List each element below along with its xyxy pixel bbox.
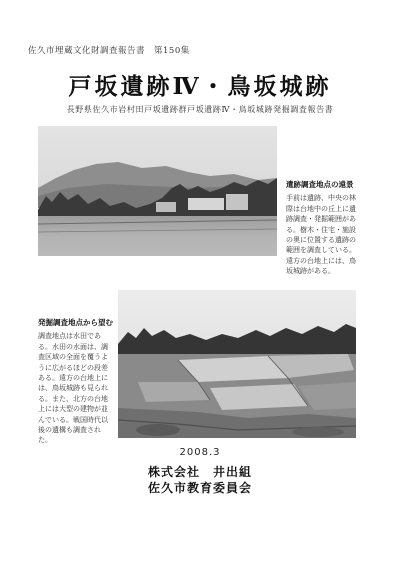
excavation-site-photo <box>118 290 356 438</box>
site-distant-view-photo <box>38 126 277 256</box>
distant-view-caption-title: 遺跡調査地点の遠景 <box>286 180 354 189</box>
series-label: 佐久市埋蔵文化財調査報告書 第150集 <box>28 46 190 56</box>
publisher-board: 佐久市教育委員会 <box>147 481 252 495</box>
excavation-caption-text: 調査地点は水田である。水田の水面は、調査区域の全面を覆うように広がるほどの段差ある。遠方の台地上には、鳥坂城跡も見られる。また、北方の台地上には大型の建物が並んでいる。戦国時代以後の遺構も調査された。 <box>38 332 108 445</box>
distant-view-caption-text: 手前は遺跡、中央の林際は台地中の丘上に遺跡調査・発掘範囲がある。樹木・住宅・施設の奥に位置する遺跡の範囲を調査している。遠方の台地上には、鳥坂城跡がある。 <box>286 194 356 276</box>
report-title: 戸坂遺跡Ⅳ・鳥坂城跡 <box>68 73 332 100</box>
publisher-company: 株式会社 井出組 <box>147 465 252 479</box>
excavation-caption-title: 発掘調査地点から望む <box>38 318 113 327</box>
publication-date: 2008.3 <box>179 447 221 458</box>
distant-view-caption <box>286 180 362 277</box>
excavation-caption <box>38 318 114 446</box>
report-subtitle: 長野県佐久市岩村田戸坂遺跡群戸坂遺跡Ⅳ・鳥坂城跡発掘調査報告書 <box>66 105 334 114</box>
